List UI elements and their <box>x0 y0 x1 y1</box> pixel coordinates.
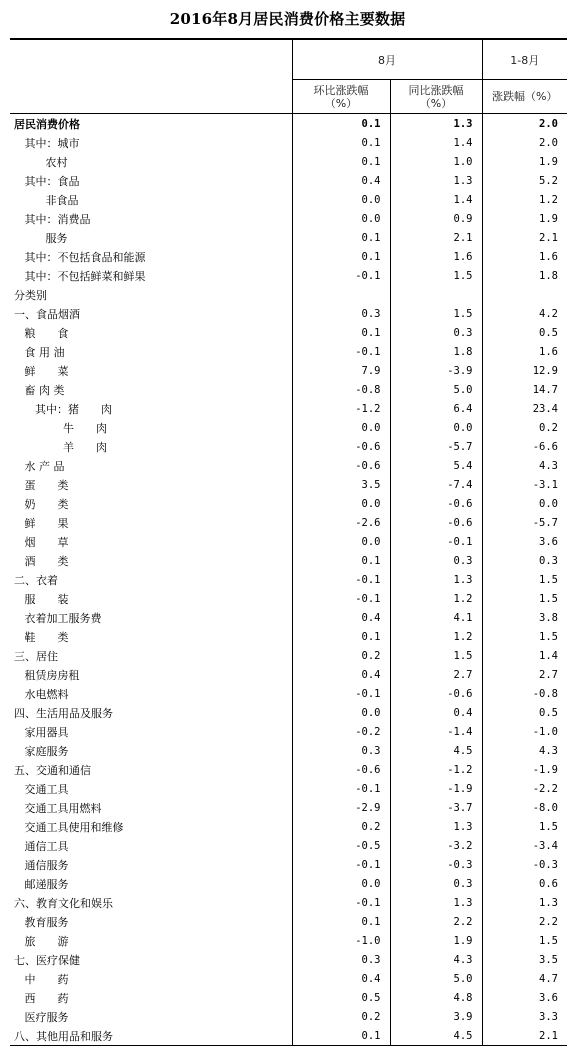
header-mom-label: 环比涨跌幅 <box>313 83 369 97</box>
table-row <box>10 171 567 190</box>
row-label: 牛 肉 <box>14 421 107 435</box>
row-label: 羊 肉 <box>14 440 107 454</box>
yoy-value: 1.4 <box>390 133 482 152</box>
mom-value: 0.0 <box>292 209 390 228</box>
cum-value: 3.5 <box>482 950 567 969</box>
yoy-value: 1.3 <box>390 114 482 134</box>
mom-value: 0.1 <box>292 1026 390 1046</box>
table-row <box>10 266 567 285</box>
row-label: 粮 食 <box>14 326 69 340</box>
yoy-value: 1.6 <box>390 247 482 266</box>
cum-value: -1.9 <box>482 760 567 779</box>
row-label: 水电燃料 <box>14 687 69 701</box>
table-row <box>10 494 567 513</box>
cum-value: 0.6 <box>482 874 567 893</box>
mom-value: 0.4 <box>292 665 390 684</box>
mom-value: -0.1 <box>292 342 390 361</box>
cum-value: 4.3 <box>482 741 567 760</box>
mom-value: 0.3 <box>292 950 390 969</box>
table-row <box>10 551 567 570</box>
row-label: 西 药 <box>14 991 69 1005</box>
table-row <box>10 931 567 950</box>
mom-value: -0.1 <box>292 855 390 874</box>
mom-value: 0.1 <box>292 912 390 931</box>
mom-value: -0.8 <box>292 380 390 399</box>
row-label: 通信工具 <box>14 839 69 853</box>
table-row <box>10 513 567 532</box>
cum-value: 3.6 <box>482 988 567 1007</box>
table-row <box>10 627 567 646</box>
row-label: 七、医疗保健 <box>14 953 80 967</box>
row-label: 三、居住 <box>14 649 58 663</box>
cum-value: 4.2 <box>482 304 567 323</box>
yoy-value: 1.2 <box>390 627 482 646</box>
yoy-value: 1.0 <box>390 152 482 171</box>
yoy-value: 1.3 <box>390 817 482 836</box>
row-label: 其中：城市 <box>14 136 80 150</box>
yoy-value: 3.9 <box>390 1007 482 1026</box>
cum-value: 1.6 <box>482 247 567 266</box>
cum-value: 1.6 <box>482 342 567 361</box>
table-row <box>10 741 567 760</box>
cpi-table <box>10 38 567 1046</box>
table-row <box>10 608 567 627</box>
row-label: 租赁房房租 <box>14 668 80 682</box>
row-label: 畜 肉 类 <box>14 383 65 397</box>
row-label: 农村 <box>14 155 68 169</box>
yoy-value: 1.8 <box>390 342 482 361</box>
table-row <box>10 703 567 722</box>
table-row <box>10 1026 567 1046</box>
row-label: 医疗服务 <box>14 1010 69 1024</box>
cum-value: 1.3 <box>482 893 567 912</box>
mom-value: 0.4 <box>292 969 390 988</box>
table-row <box>10 570 567 589</box>
table-row <box>10 988 567 1007</box>
row-label: 酒 类 <box>14 554 69 568</box>
row-label: 衣着加工服务费 <box>14 611 102 625</box>
cum-value: 3.3 <box>482 1007 567 1026</box>
header-blank-cell <box>10 39 292 114</box>
table-row <box>10 855 567 874</box>
yoy-value: 4.1 <box>390 608 482 627</box>
mom-value: -0.6 <box>292 456 390 475</box>
table-row <box>10 247 567 266</box>
cum-value <box>482 285 567 304</box>
row-label: 其中：不包括食品和能源 <box>14 250 146 264</box>
cum-value: 4.3 <box>482 456 567 475</box>
cum-value: 1.9 <box>482 209 567 228</box>
mom-value: 0.3 <box>292 741 390 760</box>
table-row <box>10 285 567 304</box>
row-label: 非食品 <box>14 193 79 207</box>
table-row <box>10 950 567 969</box>
mom-value: -0.1 <box>292 570 390 589</box>
cum-value: -6.6 <box>482 437 567 456</box>
table-row <box>10 209 567 228</box>
yoy-value: 4.3 <box>390 950 482 969</box>
cum-value: 1.2 <box>482 190 567 209</box>
table-row <box>10 418 567 437</box>
row-label: 教育服务 <box>14 915 69 929</box>
table-row <box>10 133 567 152</box>
row-label: 鲜 菜 <box>14 364 69 378</box>
yoy-value: 0.3 <box>390 874 482 893</box>
row-label: 家庭服务 <box>14 744 69 758</box>
cum-value: -8.0 <box>482 798 567 817</box>
row-label: 八、其他用品和服务 <box>10 1026 292 1046</box>
yoy-value: 1.5 <box>390 266 482 285</box>
row-label: 蛋 类 <box>14 478 69 492</box>
table-row <box>10 399 567 418</box>
row-label: 六、教育文化和娱乐 <box>14 896 113 910</box>
cum-value: 1.5 <box>482 570 567 589</box>
header-yoy-unit: （%） <box>419 96 453 110</box>
mom-value: 0.1 <box>292 152 390 171</box>
mom-value: 0.0 <box>292 494 390 513</box>
mom-value: 0.0 <box>292 532 390 551</box>
mom-value: 0.1 <box>292 551 390 570</box>
yoy-value: -0.6 <box>390 494 482 513</box>
table-row <box>10 380 567 399</box>
mom-value: 0.1 <box>292 133 390 152</box>
yoy-value: -0.6 <box>390 684 482 703</box>
table-row <box>10 114 567 134</box>
table-row <box>10 475 567 494</box>
yoy-value: 2.2 <box>390 912 482 931</box>
mom-value: 0.2 <box>292 646 390 665</box>
yoy-value: -3.2 <box>390 836 482 855</box>
table-row <box>10 893 567 912</box>
row-label: 二、衣着 <box>14 573 58 587</box>
yoy-value <box>390 285 482 304</box>
cum-value: 2.2 <box>482 912 567 931</box>
yoy-value: -0.3 <box>390 855 482 874</box>
yoy-value: 4.5 <box>390 1026 482 1046</box>
cum-value: -5.7 <box>482 513 567 532</box>
header-mom-unit: （%） <box>324 96 358 110</box>
cum-value: -3.4 <box>482 836 567 855</box>
cum-value: 0.3 <box>482 551 567 570</box>
yoy-value: 0.4 <box>390 703 482 722</box>
row-label: 分类别 <box>14 288 47 302</box>
mom-value: 0.3 <box>292 304 390 323</box>
header-cumulative: 1-8月 <box>482 39 567 80</box>
row-label: 四、生活用品及服务 <box>14 706 113 720</box>
row-label: 居民消费价格 <box>14 117 80 131</box>
yoy-value: 1.9 <box>390 931 482 950</box>
mom-value: 0.1 <box>292 323 390 342</box>
mom-value: 3.5 <box>292 475 390 494</box>
row-label: 其中：消费品 <box>14 212 91 226</box>
table-row <box>10 836 567 855</box>
cum-value: 0.5 <box>482 323 567 342</box>
row-label: 水 产 品 <box>14 459 65 473</box>
cum-value: 1.5 <box>482 589 567 608</box>
cum-value: 1.5 <box>482 817 567 836</box>
row-label: 交通工具用燃料 <box>14 801 102 815</box>
yoy-value: -0.6 <box>390 513 482 532</box>
mom-value: 0.0 <box>292 418 390 437</box>
cum-value: 2.0 <box>482 133 567 152</box>
table-row <box>10 456 567 475</box>
table-row <box>10 646 567 665</box>
table-row <box>10 760 567 779</box>
mom-value: 0.0 <box>292 874 390 893</box>
row-label: 烟 草 <box>14 535 69 549</box>
row-label: 通信服务 <box>14 858 69 872</box>
table-row <box>10 665 567 684</box>
mom-value: -2.6 <box>292 513 390 532</box>
table-row <box>10 874 567 893</box>
table-header <box>10 39 567 114</box>
cum-value: 4.7 <box>482 969 567 988</box>
cum-value: -3.1 <box>482 475 567 494</box>
mom-value: -2.9 <box>292 798 390 817</box>
mom-value: 0.1 <box>292 627 390 646</box>
row-label: 交通工具 <box>14 782 69 796</box>
cum-value: 12.9 <box>482 361 567 380</box>
mom-value: -0.2 <box>292 722 390 741</box>
mom-value: -0.6 <box>292 437 390 456</box>
mom-value: 0.2 <box>292 817 390 836</box>
mom-value: -0.1 <box>292 266 390 285</box>
mom-value: 0.5 <box>292 988 390 1007</box>
table-row <box>10 361 567 380</box>
row-label: 邮递服务 <box>14 877 69 891</box>
cum-value: 1.9 <box>482 152 567 171</box>
cum-value: 2.7 <box>482 665 567 684</box>
row-label: 其中：猪 肉 <box>14 402 112 416</box>
mom-value: -0.5 <box>292 836 390 855</box>
cum-value: 1.5 <box>482 627 567 646</box>
mom-value <box>292 285 390 304</box>
yoy-value: -1.9 <box>390 779 482 798</box>
table-row <box>10 969 567 988</box>
yoy-value: 0.9 <box>390 209 482 228</box>
yoy-value: -1.2 <box>390 760 482 779</box>
mom-value: -1.2 <box>292 399 390 418</box>
row-label: 交通工具使用和维修 <box>14 820 124 834</box>
mom-value: 7.9 <box>292 361 390 380</box>
yoy-value: 6.4 <box>390 399 482 418</box>
yoy-value: 4.5 <box>390 741 482 760</box>
table-row <box>10 798 567 817</box>
yoy-value: -0.1 <box>390 532 482 551</box>
yoy-value: -1.4 <box>390 722 482 741</box>
cum-value: 1.8 <box>482 266 567 285</box>
table-row <box>10 817 567 836</box>
row-label: 旅 游 <box>14 934 69 948</box>
yoy-value: 5.0 <box>390 380 482 399</box>
mom-value: 0.4 <box>292 171 390 190</box>
yoy-value: 0.3 <box>390 323 482 342</box>
yoy-value: -3.7 <box>390 798 482 817</box>
yoy-value: 0.0 <box>390 418 482 437</box>
table-row <box>10 228 567 247</box>
yoy-value: 1.5 <box>390 646 482 665</box>
cum-value: 5.2 <box>482 171 567 190</box>
table-row <box>10 589 567 608</box>
cum-value: 2.1 <box>482 228 567 247</box>
cum-value: -2.2 <box>482 779 567 798</box>
row-label: 五、交通和通信 <box>14 763 91 777</box>
cum-value: 2.1 <box>482 1026 567 1046</box>
row-label: 家用器具 <box>14 725 69 739</box>
table-row <box>10 779 567 798</box>
mom-value: -0.1 <box>292 893 390 912</box>
yoy-value: 5.4 <box>390 456 482 475</box>
cum-value: 0.2 <box>482 418 567 437</box>
header-mom <box>292 80 390 114</box>
cum-value: 0.5 <box>482 703 567 722</box>
row-label: 中 药 <box>14 972 69 986</box>
table-row <box>10 1007 567 1026</box>
yoy-value: 4.8 <box>390 988 482 1007</box>
cum-value: -0.3 <box>482 855 567 874</box>
cum-value: -0.8 <box>482 684 567 703</box>
yoy-value: -5.7 <box>390 437 482 456</box>
mom-value: 0.1 <box>292 114 390 134</box>
table-row <box>10 323 567 342</box>
header-yoy-label: 同比涨跌幅 <box>408 83 464 97</box>
cum-value: 14.7 <box>482 380 567 399</box>
yoy-value: 5.0 <box>390 969 482 988</box>
row-label: 服 装 <box>14 592 69 606</box>
table-row <box>10 722 567 741</box>
mom-value: -0.1 <box>292 779 390 798</box>
yoy-value: 1.3 <box>390 893 482 912</box>
mom-value: 0.4 <box>292 608 390 627</box>
header-cum-change: 涨跌幅（%） <box>482 80 567 114</box>
mom-value: 0.0 <box>292 190 390 209</box>
mom-value: -1.0 <box>292 931 390 950</box>
yoy-value: 1.4 <box>390 190 482 209</box>
row-label: 鲜 果 <box>14 516 69 530</box>
yoy-value: 1.2 <box>390 589 482 608</box>
mom-value: 0.2 <box>292 1007 390 1026</box>
cum-value: 1.4 <box>482 646 567 665</box>
table-body <box>10 114 567 1046</box>
cum-value: 0.0 <box>482 494 567 513</box>
header-yoy <box>390 80 482 114</box>
mom-value: 0.1 <box>292 247 390 266</box>
table-row <box>10 190 567 209</box>
page-title: 2016年8月居民消费价格主要数据 <box>169 10 406 28</box>
table-row <box>10 684 567 703</box>
table-row <box>10 532 567 551</box>
yoy-value: -7.4 <box>390 475 482 494</box>
yoy-value: 1.5 <box>390 304 482 323</box>
yoy-value: 2.1 <box>390 228 482 247</box>
mom-value: -0.1 <box>292 684 390 703</box>
row-label: 食 用 油 <box>14 345 65 359</box>
mom-value: 0.1 <box>292 228 390 247</box>
mom-value: -0.1 <box>292 589 390 608</box>
mom-value: 0.0 <box>292 703 390 722</box>
table-row <box>10 152 567 171</box>
table-row <box>10 912 567 931</box>
row-label: 服务 <box>14 231 68 245</box>
yoy-value: 2.7 <box>390 665 482 684</box>
yoy-value: -3.9 <box>390 361 482 380</box>
cum-value: 3.6 <box>482 532 567 551</box>
yoy-value: 1.3 <box>390 171 482 190</box>
cum-value: 23.4 <box>482 399 567 418</box>
mom-value: -0.6 <box>292 760 390 779</box>
table-row <box>10 342 567 361</box>
yoy-value: 1.3 <box>390 570 482 589</box>
row-label: 一、食品烟酒 <box>14 307 80 321</box>
cum-value: 1.5 <box>482 931 567 950</box>
yoy-value: 0.3 <box>390 551 482 570</box>
cum-value: -1.0 <box>482 722 567 741</box>
row-label: 奶 类 <box>14 497 69 511</box>
table-row <box>10 304 567 323</box>
table-row <box>10 437 567 456</box>
header-month: 8月 <box>292 39 482 80</box>
row-label: 其中：食品 <box>14 174 80 188</box>
row-label: 其中：不包括鲜菜和鲜果 <box>14 269 146 283</box>
cum-value: 3.8 <box>482 608 567 627</box>
row-label: 鞋 类 <box>14 630 69 644</box>
cum-value: 2.0 <box>482 114 567 134</box>
